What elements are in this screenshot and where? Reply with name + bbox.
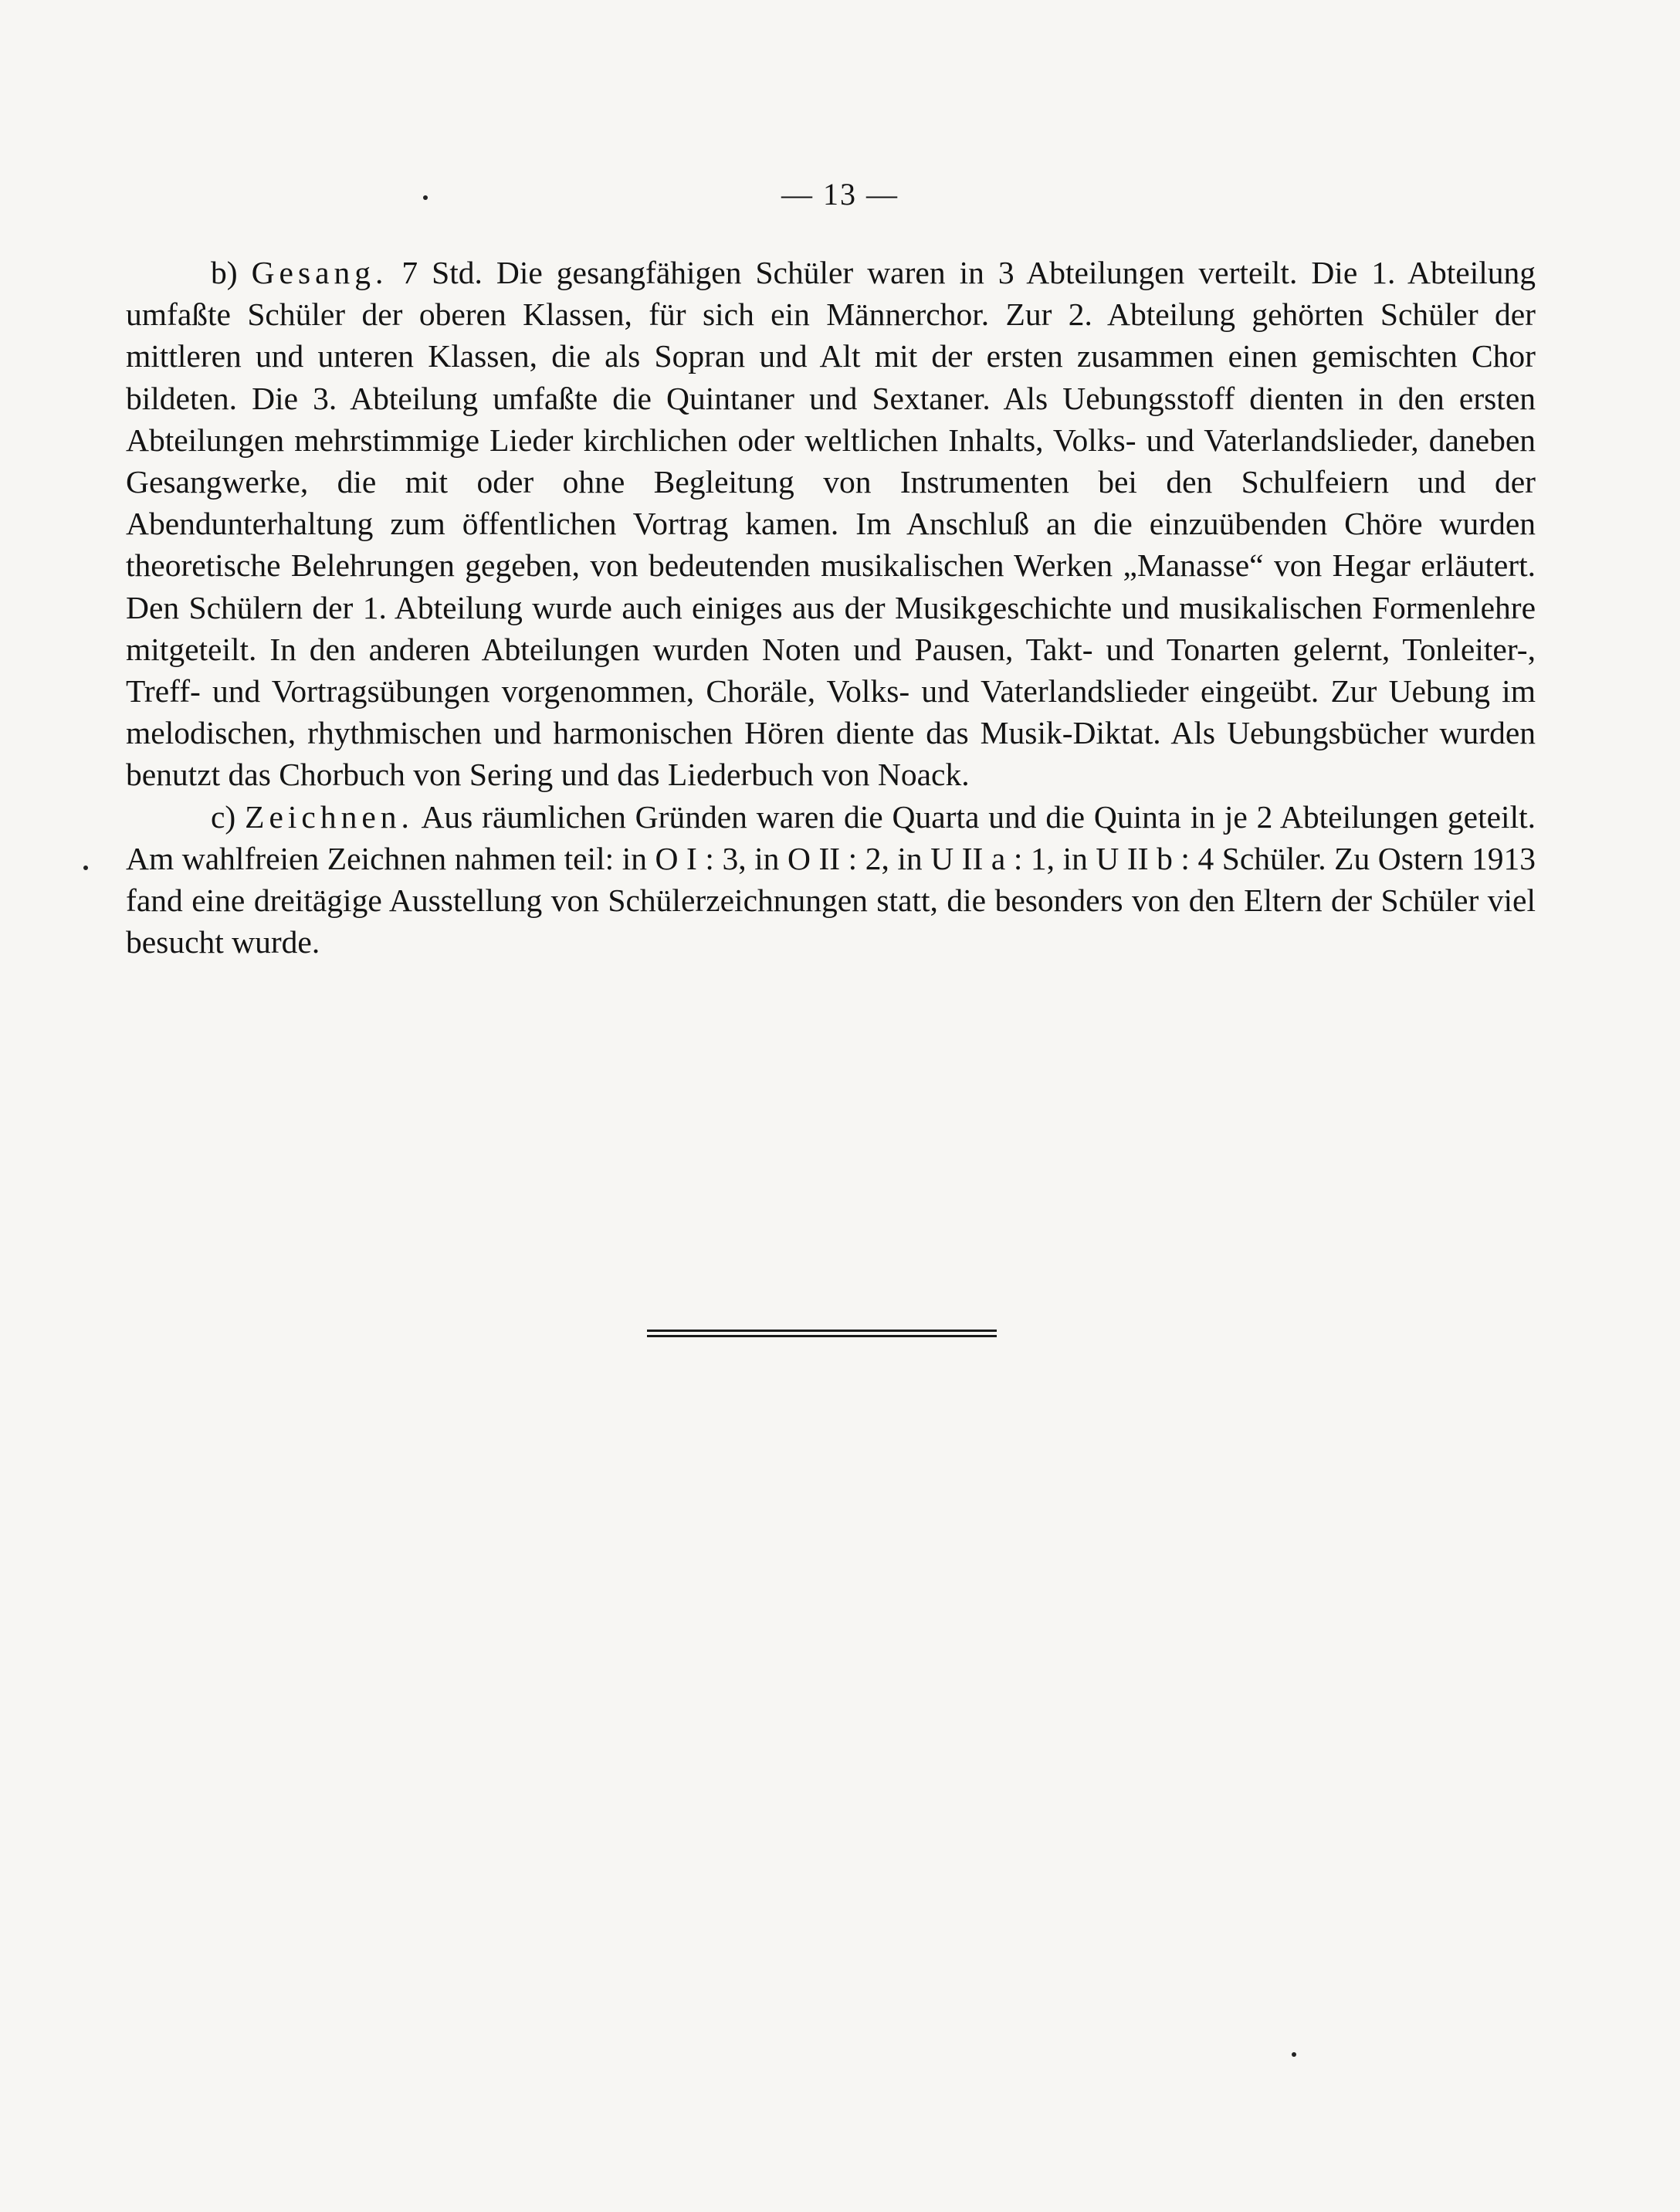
body-text (126, 252, 1536, 963)
section-singing (126, 252, 1536, 796)
section-drawing-label: c) (211, 798, 236, 835)
print-speck (83, 865, 88, 870)
print-speck (1292, 2052, 1296, 2057)
divider-line-bottom (647, 1335, 997, 1337)
section-drawing-text: Aus räumlichen Gründen waren die Quarta und die Quinta in je 2 Abteilungen geteilt. Am wahlfreien Zeichnen nahmen teil: in O I : 3, in O II : 2, in U II a : 1, in U II b : 4 Schüler. Zu Ostern 1913 fand eine dreitägige Ausstellung von Schülerzeichnungen statt, die besonders von den Eltern der Schüler viel besucht wurde. (126, 798, 1536, 960)
print-speck (423, 195, 428, 200)
section-drawing (126, 796, 1536, 964)
section-singing-heading: Gesang. (251, 255, 388, 290)
section-drawing-heading: Zeichnen. (245, 798, 414, 835)
section-singing-text: 7 Std. Die gesangfähigen Schüler waren in 3 Abteilungen verteilt. Die 1. Abteilung umfaßte Schüler der oberen Klassen, für sich ein Männerchor. Zur 2. Abteilung gehörten Schüler der mittleren und unteren Klassen, die als Sopran und Alt mit der ersten zusammen einen gemischten Chor bildeten. Die 3. Abteilung umfaßte die Quintaner und Sextaner. Als Uebungsstoff dienten in den ersten Abteilungen mehrstimmige Lieder kirchlichen oder weltlichen Inhalts, Volks- und Vaterlandslieder, daneben Gesangwerke, die mit oder ohne Begleitung von Instrumenten bei den Schulfeiern und der Abendunterhaltung zum öffentlichen Vortrag kamen. Im Anschluß an die einzuübenden Chöre wurden theoretische Belehrungen gegeben, von bedeutenden musikalischen Werken „Manasse“ von Hegar erläutert. Den Schülern der 1. Abteilung wurde auch einiges aus der Musikgeschichte und musikalischen Formenlehre mitgeteilt. In den anderen Abteilungen wurden Noten und Pausen, Takt- und Tonarten gelernt, Tonleiter-, Treff- und Vortragsübungen vorgenommen, Choräle, Volks- und Vaterlandslieder eingeübt. Zur Uebung im melodischen, rhythmischen und harmonischen Hören diente das Musik-Diktat. Als Uebungsbücher wurden benutzt das Chorbuch von Sering und das Liederbuch von Noack. (126, 255, 1536, 793)
double-rule-divider (647, 1330, 997, 1337)
section-singing-label: b) (211, 255, 238, 290)
divider-line-top (647, 1330, 997, 1332)
page-number: — 13 — (781, 177, 899, 212)
